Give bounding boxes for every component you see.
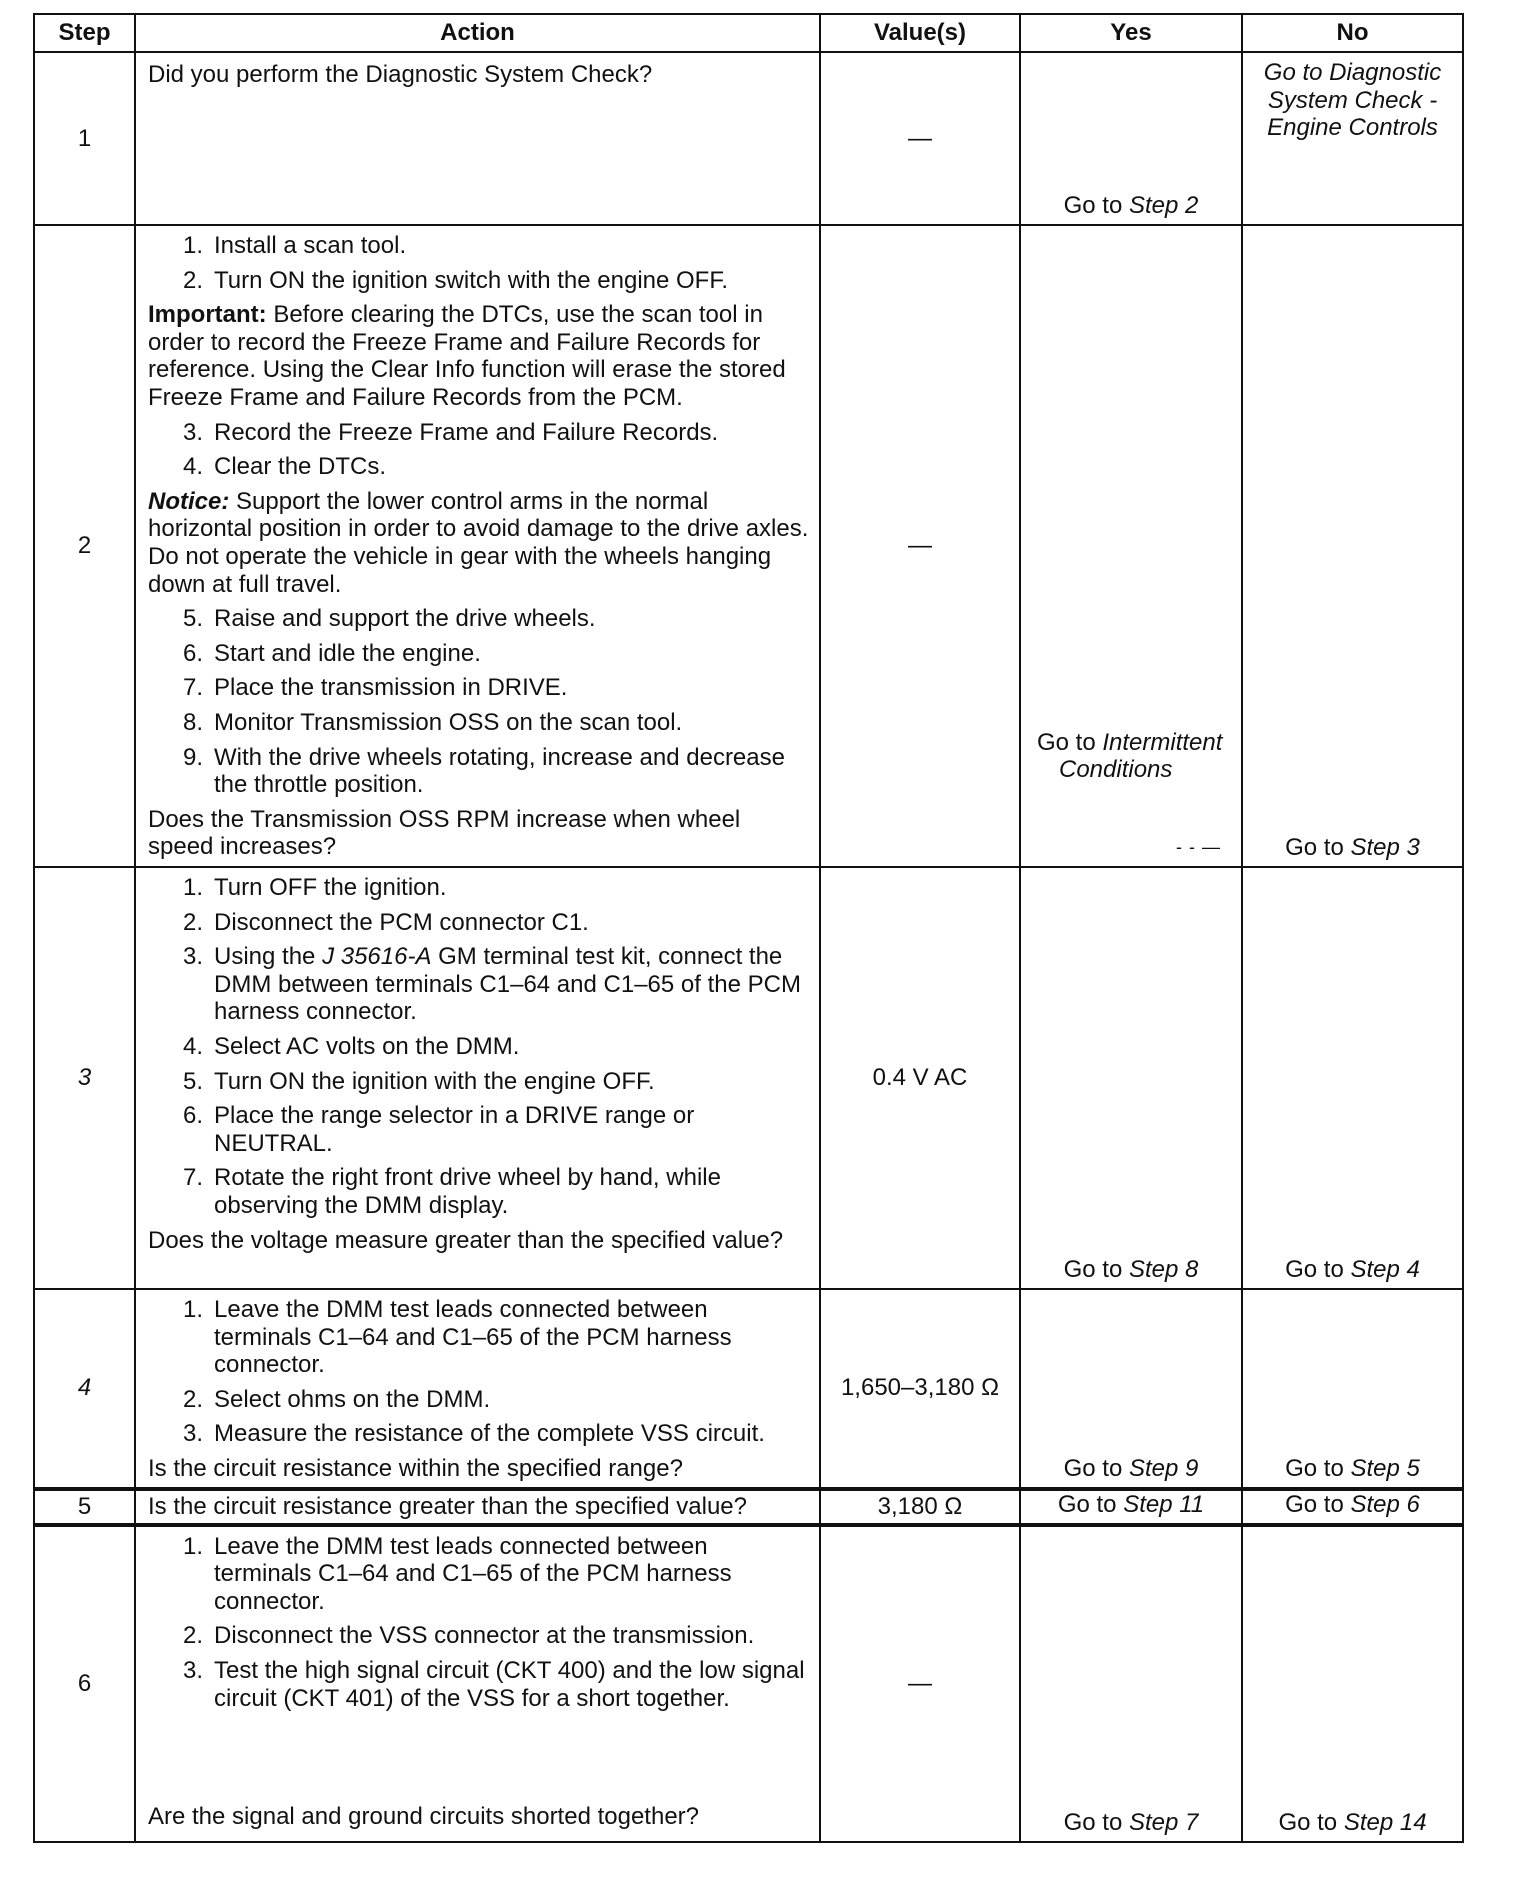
list-item: 6. Start and idle the engine.: [182, 639, 481, 667]
no-cell: Go to Step 6: [1242, 1489, 1463, 1525]
value-cell: 3,180 Ω: [820, 1489, 1020, 1525]
list-item: 2. Select ohms on the DMM.: [182, 1385, 491, 1413]
yes-target: Step 2: [1128, 192, 1199, 220]
action-cell: [135, 1525, 820, 1842]
list-item: 1. Leave the DMM test leads connected between terminals C1–64 and C1–65 of the PCM harness connector.: [182, 1296, 732, 1379]
no-cell: Go to Diagnostic System Check - Engine Controls: [1242, 52, 1463, 225]
question-text: Is the circuit resistance within the specified range?: [148, 1454, 683, 1482]
tool-reference: J 35616-A: [322, 943, 432, 971]
list-item: 3. Test the high signal circuit (CKT 400) and the low signal circuit (CKT 401) of the VSS for a short together.: [182, 1656, 805, 1712]
list-item: 5. Raise and support the drive wheels.: [182, 605, 596, 633]
list-item: 3. Record the Freeze Frame and Failure Records.: [182, 418, 719, 446]
yes-cell: [1020, 52, 1242, 225]
step-row-6: [34, 1525, 1463, 1842]
step-number: 5: [34, 1489, 135, 1525]
header-no: No: [1242, 14, 1463, 52]
list-item: 7. Rotate the right front drive wheel by hand, while observing the DMM display.: [182, 1164, 721, 1219]
list-item: 3. Measure the resistance of the complete VSS circuit.: [182, 1420, 765, 1448]
step-row-5: [34, 1489, 1463, 1525]
question-text: Did you perform the Diagnostic System Check?: [148, 61, 653, 88]
action-cell: [135, 867, 820, 1289]
yes-prefix: Go to: [1063, 192, 1129, 220]
no-cell: Go to Step 4: [1242, 867, 1463, 1289]
step-number: 4: [34, 1289, 135, 1489]
yes-cell: Go to Step 9: [1020, 1289, 1242, 1489]
value-cell: —: [820, 225, 1020, 867]
step-row-1: [34, 52, 1463, 225]
list-item: 8. Monitor Transmission OSS on the scan tool.: [182, 708, 683, 736]
list-item: 7. Place the transmission in DRIVE.: [182, 674, 568, 702]
no-cell: Go to Step 5: [1242, 1289, 1463, 1489]
action-cell: [135, 225, 820, 867]
step-number: 6: [34, 1525, 135, 1842]
action-cell: [135, 1289, 820, 1489]
question-text: Does the Transmission OSS RPM increase when wheel speed increases?: [148, 805, 741, 861]
header-yes: Yes: [1020, 14, 1242, 52]
list-item: 1. Leave the DMM test leads connected between terminals C1–64 and C1–65 of the PCM harness connector.: [182, 1532, 732, 1615]
list-item: 5. Turn ON the ignition with the engine OFF.: [182, 1067, 655, 1095]
action-cell: [135, 1489, 820, 1525]
value-cell: 0.4 V AC: [820, 867, 1020, 1289]
header-step: Step: [34, 14, 135, 52]
question-text: Is the circuit resistance greater than the specified value?: [148, 1492, 747, 1520]
header-row: [34, 14, 1463, 52]
dash-mark: - - —: [1176, 837, 1221, 858]
value-cell: —: [820, 1525, 1020, 1842]
no-cell: Go to Step 14: [1242, 1525, 1463, 1842]
diagnostic-table: [33, 13, 1464, 1843]
header-values: Value(s): [820, 14, 1020, 52]
question-text: Does the voltage measure greater than the specified value?: [148, 1226, 784, 1254]
list-item: 1. Turn OFF the ignition.: [182, 874, 447, 901]
header-action: Action: [135, 14, 820, 52]
list-item: 2. Disconnect the PCM connector C1.: [182, 908, 589, 936]
yes-cell: Go to Step 8: [1020, 867, 1242, 1289]
list-item: 1. Install a scan tool.: [182, 232, 407, 259]
action-cell: [135, 52, 820, 225]
question-text: Are the signal and ground circuits shorted together?: [148, 1803, 700, 1831]
step-row-3: [34, 867, 1463, 1289]
yes-cell: [1020, 225, 1242, 867]
list-item: 9. With the drive wheels rotating, increase and decrease the throttle position.: [182, 743, 785, 799]
value-cell: —: [820, 52, 1020, 225]
value-cell: 1,650–3,180 Ω: [820, 1289, 1020, 1489]
list-item: 4. Clear the DTCs.: [182, 453, 387, 481]
yes-cell: Go to Step 7: [1020, 1525, 1242, 1842]
yes-cell: Go to Step 11: [1020, 1489, 1242, 1525]
notice-note: Notice: Support the lower control arms in the normal horizontal position in order to avoid damage to the drive axles. Do not operate the vehicle in gear with the wheels hanging down at full travel.: [148, 487, 809, 598]
list-item: 4. Select AC volts on the DMM.: [182, 1032, 520, 1060]
list-item: 6. Place the range selector in a DRIVE range or NEUTRAL.: [182, 1102, 695, 1157]
no-cell: Go to Step 3: [1242, 225, 1463, 867]
list-item: 3. Using the J 35616-A GM terminal test kit, connect the DMM between terminals C1–64 and C1–65 of the PCM harness connector.: [182, 943, 801, 1026]
step-number: 1: [34, 52, 135, 225]
yes-link-intermittent: Go to Intermittent Conditions: [1037, 728, 1223, 784]
list-item: 2. Turn ON the ignition switch with the engine OFF.: [182, 266, 729, 294]
important-note: Important: Before clearing the DTCs, use the scan tool in order to record the Freeze Frame and Failure Records for reference. Using the Clear Info function will erase the stored Freeze Frame and Failure Records from the PCM.: [148, 301, 786, 411]
step-row-4: [34, 1289, 1463, 1489]
step-row-2: [34, 225, 1463, 867]
step-number: 3: [34, 867, 135, 1289]
step-number: 2: [34, 225, 135, 867]
list-item: 2. Disconnect the VSS connector at the transmission.: [182, 1622, 755, 1650]
